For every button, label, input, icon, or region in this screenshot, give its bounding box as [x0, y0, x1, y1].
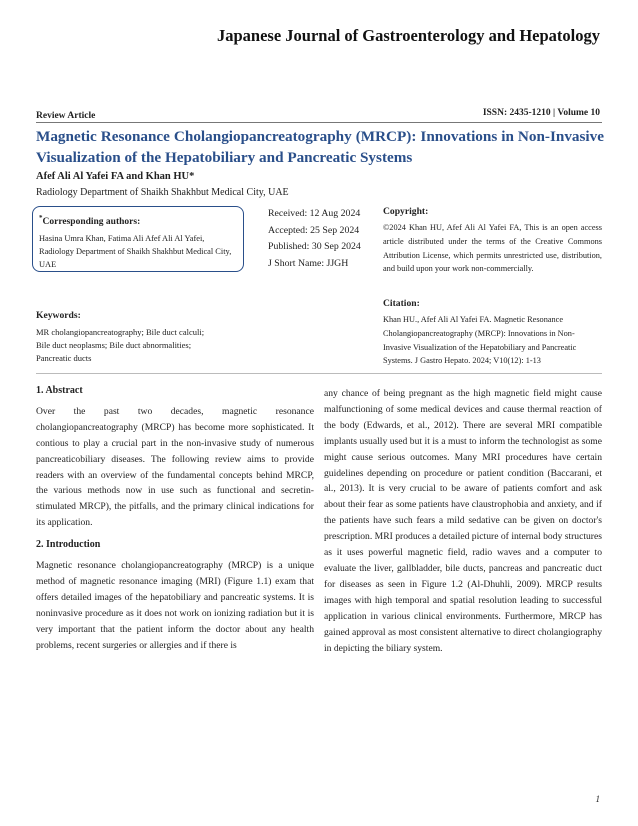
corresponding-heading: [39, 214, 237, 227]
journal-name: Japanese Journal of Gastroenterology and Hepatology: [216, 26, 600, 45]
keywords-heading: Keywords:: [36, 310, 81, 321]
corresponding-text: Hasina Umra Khan, Fatima Ali Afef Ali Al Yafei, Radiology Department of Shaikh Shakhbut Medical City, UAE: [39, 234, 232, 270]
page-number: 1: [595, 794, 600, 804]
article-dates: [268, 206, 361, 272]
keywords-section: [36, 310, 316, 365]
corresponding-author-box: [32, 206, 244, 272]
keywords-text: [36, 326, 316, 365]
abstract-text: Over the past two decades, magnetic resonance cholangiopancreatography (MRCP) has become more sophisticated. It contious to play a crucial part in the non-invasive study of numerous pancreaticobiliary diseases. The following review aims to provide readers with an overview of the fundamental concepts behind MRCP, the various methods now in use such as functional and secretin-stimulated MRCP), the pitfalls, and the primary clinical indications for its application.: [36, 405, 314, 529]
introduction-text: Magnetic resonance cholangiopancreatography (MRCP) is a unique method of magnetic resonance imaging (MRI) (Figure 1.1) exam that offers detailed images of the hepatobiliary and pancreatic systems. It is noninvasive procedure as it does not work on ionizing radiation but it is very important that the patient inform the doctor about any health problems, recent surgeries or allergies and if there is: [36, 560, 314, 651]
citation-heading: Citation:: [383, 298, 420, 309]
affiliation: Radiology Department of Shaikh Shakhbut Medical City, UAE: [36, 187, 289, 198]
abstract-heading: 1. Abstract: [36, 385, 83, 396]
authors: Afef Ali Al Yafei FA and Khan HU*: [36, 171, 195, 182]
citation-text: Khan HU., Afef Ali Al Yafei FA. Magnetic Resonance Cholangiopancreatography (MRCP): Innovations in Non-Invasive Visualization of the Hepatobiliary and Pancreatic Systems. J Gastro Hepato. 2024; V10(12): 1-13: [383, 315, 577, 366]
copyright-text: ©2024 Khan HU, Afef Ali Al Yafei FA, This is an open access article distributed under the terms of the Creative Commons Attribution License, which permits unrestricted use, distribution, and build upon your work non-commercially.: [383, 223, 602, 274]
citation-section: [383, 298, 602, 368]
copyright-heading: Copyright:: [383, 206, 429, 217]
corresponding-heading-text: Corresponding authors:: [42, 217, 141, 228]
copyright-section: [383, 206, 602, 276]
article-title: [36, 126, 604, 168]
published-date: Published: 30 Sep 2024: [268, 241, 361, 252]
left-column: [36, 383, 314, 660]
keywords-line-1: MR cholangiopancreatography; Bile duct calculi;: [36, 327, 205, 337]
title-line-1: Magnetic Resonance Cholangiopancreatography (MRCP): Innovations in Non-Invasive: [36, 128, 604, 145]
issn-volume: ISSN: 2435-1210 | Volume 10: [482, 108, 600, 118]
introduction-heading: 2. Introduction: [36, 539, 101, 551]
title-line-2: Visualization of the Hepatobiliary and Pancreatic Systems: [36, 149, 413, 166]
right-column: [324, 386, 602, 662]
keywords-line-3: Pancreatic ducts: [36, 353, 92, 363]
received-date: Received: 12 Aug 2024: [268, 208, 361, 219]
corresponding-star: *: [39, 214, 43, 222]
right-column-text: any chance of being pregnant as the high magnetic field might cause malfunctioning of some medical devices and cause thermal reaction of the body (Edwards, et al., 2012). There are several MRI compatible implants usually used but it is a must to inform the technologist as some might cause serious outcomes. Many MRI procedures have certain guidelines depending on procedure or patient condition (Baccarani, et al., 2013). It is very crucial to be aware of patients comfort and ask about their fear as some patients have claustrophobia and anxiety, and if the patients have such fears a mild sedative can be given on doctor's prescription. MRI produces a detailed picture of internal body structures as it uses powerful magnetic field, radio waves and a computer to evaluate the liver, gallbladder, bile ducts, pancreas and pancreatic duct for diseases as seen in Figure 1.2 (Al-Dhuhli, 2009). MRCP results images with high temporal and spatial resolution leading to successful application in various clinical environments. Furthermore, MRCP has gained approval as most consistent alternative to direct cholangiography in depicting the biliary system.: [324, 388, 602, 654]
accepted-date: Accepted: 25 Sep 2024: [268, 224, 360, 236]
article-type: Review Article: [36, 111, 96, 121]
keywords-line-2: Bile duct neoplasms; Bile duct abnormalities;: [36, 340, 192, 350]
header-divider: [36, 122, 602, 123]
body-divider: [36, 373, 602, 374]
journal-short-name: J Short Name: JJGH: [268, 257, 349, 269]
